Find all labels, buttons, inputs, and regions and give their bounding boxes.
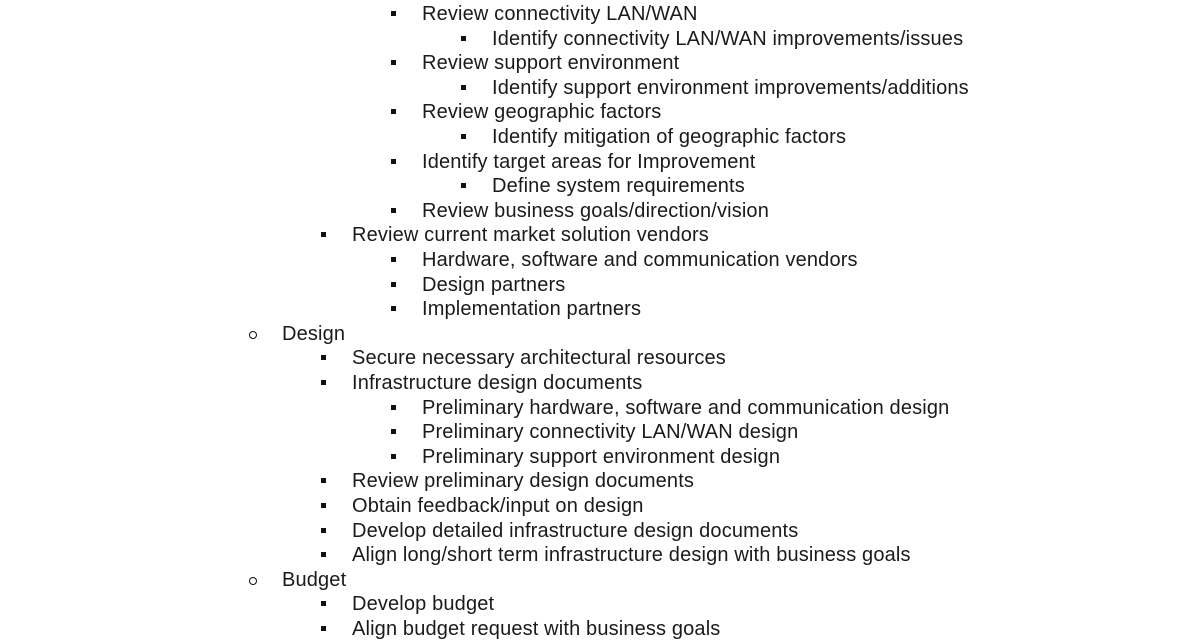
outline-item-text: Design partners	[422, 273, 566, 296]
outline-item-text: Identify support environment improvements/additions	[492, 76, 969, 99]
outline-item-text: Preliminary connectivity LAN/WAN design	[422, 421, 799, 444]
outline-item-text: Align budget request with business goals	[352, 618, 721, 640]
outline-item-text: Hardware, software and communication vendors	[422, 249, 858, 271]
outline-item-text: Review geographic factors	[422, 101, 662, 124]
outline-item-text: Define system requirements	[492, 175, 745, 198]
outline-item-text: Implementation partners	[422, 298, 642, 321]
outline-item-text: Review current market solution vendors	[352, 224, 709, 247]
outline-item-text: Review preliminary design documents	[352, 470, 695, 493]
outline-item-text: Identify connectivity LAN/WAN improvements/issues	[492, 27, 964, 50]
outline-item-text: Review connectivity LAN/WAN	[422, 3, 698, 25]
outline-item-text: Preliminary hardware, software and communication design	[422, 396, 950, 419]
outline-item-text: Review support environment	[422, 52, 680, 75]
outline-item-text: Budget	[282, 568, 347, 591]
outline-item-text: Infrastructure design documents	[352, 372, 643, 394]
outline-item-text: Review business goals/direction/vision	[422, 199, 769, 222]
outline-item-text: Align long/short term infrastructure design with business goals	[352, 544, 911, 567]
outline-item-text: Obtain feedback/input on design	[352, 495, 644, 517]
outline-item-text: Design	[282, 322, 346, 345]
outline-item-text: Preliminary support environment design	[422, 445, 781, 468]
outline-item-text: Develop detailed infrastructure design documents	[352, 519, 799, 542]
outline-item-text: Develop budget	[352, 593, 495, 616]
outline-item-text: Secure necessary architectural resources	[352, 347, 726, 370]
outline-item-text: Identify target areas for Improvement	[422, 150, 756, 173]
outline-item-text: Identify mitigation of geographic factors	[492, 126, 847, 148]
